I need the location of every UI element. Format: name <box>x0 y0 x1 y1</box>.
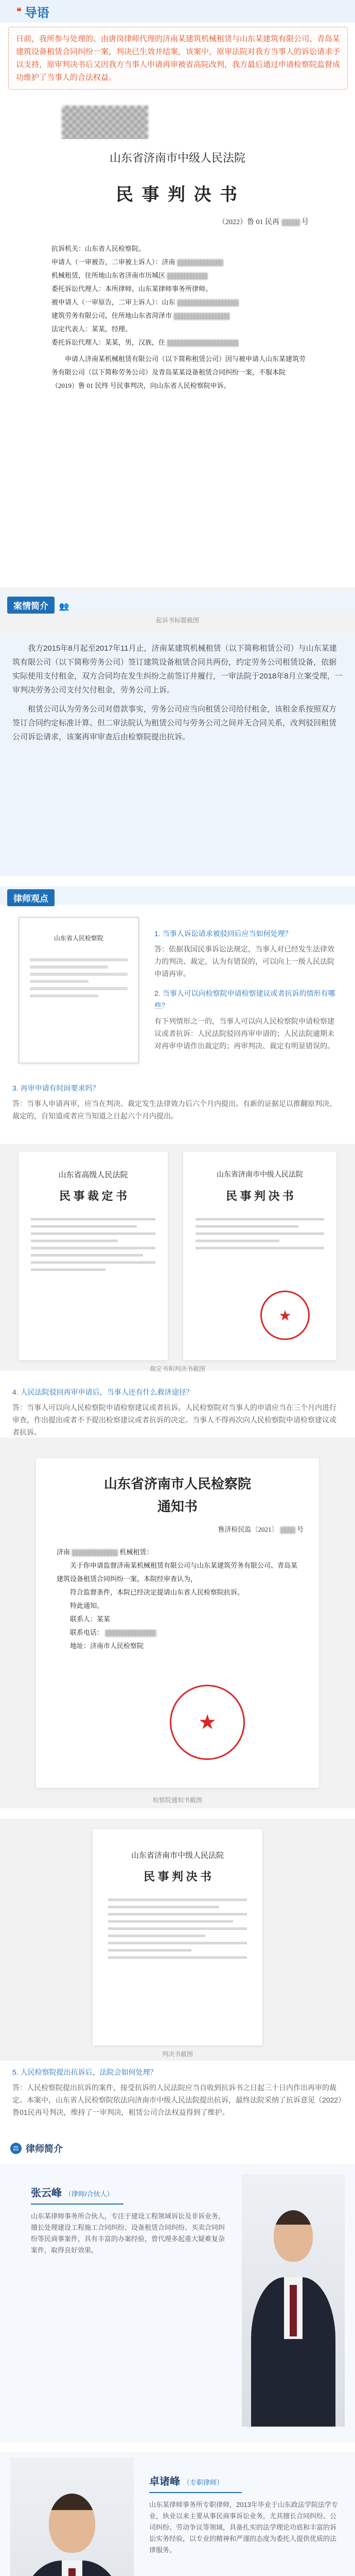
judgment-body <box>51 242 309 393</box>
q5-question: 5. 人民检察院提出抗诉后，法院会如何处理？ <box>12 2068 157 2076</box>
notice-line: 地址：济南市人民检察院 <box>70 1642 144 1650</box>
analysis-question: 1. 当事人诉讼请求被驳回后应当如何处理？ <box>154 929 292 938</box>
case-no-suffix: 号 <box>301 218 309 226</box>
ruling-doc-left <box>19 1151 168 1360</box>
analysis-doc-court: 山东省人民检察院 <box>54 935 103 942</box>
ruling-left-court: 山东省高级人民法院 <box>58 1171 128 1179</box>
q4-question: 4. 人民法院驳回再审申请后，当事人还有什么救济途径？ <box>12 1388 193 1396</box>
ruling-right-court: 山东省济南市中级人民法院 <box>217 1171 303 1179</box>
lawyer2-name-row <box>149 2473 340 2488</box>
quote-icon: ❝ <box>16 6 22 16</box>
judgment-line: 法定代表人：某某，经理。 <box>51 325 132 333</box>
analysis-tag: 律师观点 <box>7 889 55 906</box>
seal-star-icon: ★ <box>198 1711 217 1734</box>
case-paragraphs <box>12 641 343 744</box>
analysis-document <box>19 917 139 1063</box>
judgment-case-no <box>31 216 309 227</box>
lawyer2-bio: 山东某律师事务所专职律师，2013年毕业于山东政法学院法学专业，执业以来主要从事民商事诉讼业务，尤其擅长合同纠纷、公司纠纷、劳动争议等领域，具备扎实的法学理论功底和丰富的诉讼实务经验，以专业的精神和严谨的态度为委托人提供优质的法律服务。 <box>149 2501 338 2554</box>
judgment-line: 被申请人（一审原告，二审上诉人）：山东 <box>51 296 309 309</box>
notice-line: 联系电话： <box>57 1626 298 1639</box>
judgment-court: 山东省济南市中级人民法院 <box>109 151 245 164</box>
ruling-right-lines <box>196 1213 324 1254</box>
lawyers-title: 律师简介 <box>26 2144 63 2154</box>
redacted-text <box>177 299 239 307</box>
redacted-number <box>280 1527 295 1534</box>
analysis-q3 <box>12 1082 343 1122</box>
intro-header <box>0 0 355 23</box>
ruling-left-lines <box>31 1213 155 1276</box>
ruling-left-title: 民 事 裁 定 书 <box>59 1190 127 1202</box>
lawyer2-name: 卓诸峰 <box>149 2476 180 2487</box>
notice-doc-no <box>36 1524 304 1534</box>
intro-box <box>8 27 348 90</box>
intro-tag <box>9 1 57 23</box>
notice-org: 山东省济南市人民检察院 <box>103 1477 251 1492</box>
seal-star-icon: ★ <box>278 1307 292 1324</box>
redacted-text <box>72 1549 118 1556</box>
notice-line: 特此通知。 <box>70 1602 104 1609</box>
analysis-question: 3. 再审申请有时间要求吗？ <box>12 1084 100 1092</box>
redacted-text <box>173 313 230 320</box>
lawyers-header <box>0 2138 355 2159</box>
case-tag-wrap <box>7 597 69 614</box>
analysis-doc-lines <box>30 954 128 1002</box>
notice-line: 符合监督条件，本院已经决定提请山东省人民检察院抗诉。 <box>70 1588 244 1596</box>
notice-body <box>57 1546 298 1653</box>
judgment-line: 委托诉讼代理人：本所律师，山东某律师事务所律师。 <box>51 285 212 293</box>
judgment-caption: 起诉书标题截图 <box>155 617 199 624</box>
q4-answer: 答：当事人可以向人民检察院申请检察建议或者抗诉。人民检察院对当事人的申请应当在三个月内进行审查，作出提出或者不予提出检察建议或者抗诉的决定。当事人不得再次向人民检察院申请检察建议或者抗诉。 <box>12 1403 336 1436</box>
lawyer1-bio: 山东某律师事务所合伙人，专注于建设工程领域诉讼及非诉业务，擅长处理建设工程施工合同纠纷、设备租赁合同纠纷、买卖合同纠纷等民商事案件，具有丰富的办案经验，曾代理多起重大疑难复杂案件，取得良好效果。 <box>31 2212 225 2254</box>
lawyer2-text <box>149 2473 340 2556</box>
q5-answer: 答：人民检察院提出抗诉的案件，接受抗诉的人民法院应当自收到抗诉书之日起三十日内作出再审的裁定。本案中，山东省人民检察院依法向济南市中级人民法院提出抗诉，最终法院采纳了抗诉意见（2022）鲁01民再号判决，维持了一审判决，租赁公司合法权益得到了维护。 <box>12 2083 342 2116</box>
supreme-lines <box>108 1894 247 1963</box>
judgment-line: 申请人（一审被告，二审被上诉人）：济南 <box>51 256 309 269</box>
lawyer1-name: 张云峰 <box>31 2188 62 2199</box>
lawyer1-name-row <box>31 2184 226 2199</box>
redacted-number <box>281 219 300 226</box>
lawyer1-underline <box>31 2204 123 2205</box>
notice-document <box>36 1458 319 1788</box>
notice-caption: 检察院通知书截图 <box>152 1797 202 1804</box>
notice-line: 联系人：某某 <box>70 1615 111 1623</box>
lawyer1-role: （律师/合伙人） <box>65 2190 114 2198</box>
redacted-text <box>167 273 208 280</box>
notice-doc-no-suffix: 号 <box>296 1526 304 1533</box>
ruling-doc-right <box>183 1151 336 1360</box>
ruling-right-title: 民 事 判 决 书 <box>225 1190 294 1202</box>
supreme-title: 民 事 判 决 书 <box>143 1870 211 1883</box>
procuratorate-seal <box>170 1685 245 1760</box>
lawyer2-photo <box>10 2458 134 2576</box>
analysis-qa <box>154 927 340 1052</box>
people-icon: 👥 <box>59 602 69 611</box>
notice-doc-no-prefix: 鲁济检民监〔2021〕 <box>218 1526 278 1533</box>
notice-title: 通知书 <box>157 1499 198 1514</box>
analysis-tag-wrap <box>7 889 55 906</box>
judgment-title: 民 事 判 决 书 <box>116 185 239 205</box>
analysis-answer: 有下列情形之一的，当事人可以向人民检察院申请检察建议或者抗诉：人民法院驳回再审申请的；人民法院逾期未对再审申请作出裁定的；再审判决、裁定有明显错误的。 <box>154 1017 334 1050</box>
supreme-document <box>93 1829 262 2045</box>
lawyer2-role: （专职律师） <box>183 2479 224 2486</box>
court-seal <box>260 1291 310 1340</box>
analysis-answer: 答：当事人申请再审，应当在判决、裁定发生法律效力后六个月内提出。有新的证据足以推翻原判决、裁定的，自知道或者应当知道之日起六个月内提出。 <box>12 1099 336 1120</box>
supreme-caption: 判决书截图 <box>162 2050 193 2058</box>
q4-block <box>12 1386 343 1438</box>
judgment-line: 委托诉讼代理人：某某，男，汉族，住 <box>51 336 309 349</box>
q5-block <box>12 2066 343 2119</box>
case-no-prefix: （2022）鲁 01 民再 <box>218 218 279 226</box>
intro-title: 导语 <box>24 6 49 20</box>
judgment-line: 建筑劳务有限公司，住所地山东省菏泽市 <box>51 309 309 323</box>
notice-line: 关于你申请监督济南某机械租赁有限公司与山东某建筑劳务有限公司、青岛某建筑设备租赁合同纠纷一案，本院经审查认为， <box>57 1562 298 1583</box>
notice-line: 济南 机械租赁： <box>57 1548 153 1556</box>
case-paragraph: 我方2015年8月起至2017年11月止，济南某建筑机械租赁（以下简称租赁公司）与山东某建筑有限公司（以下简称劳务公司）签订建筑设备租赁合同共两份，约定劳务公司租赁设备，依据实际使用支付租金，双方合同均在发生纠纷之前签订并履行，一审法院于2018年8月立案受理，一审判决劳务公司支付欠付租金，劳务公司上诉。 <box>12 644 343 694</box>
case-paragraph: 租赁公司认为劳务公司对借款事实，劳务公司应当向租赁公司给付租金，该租金系按照双方签订合同约定标准计算。但二审法院认为租赁公司与劳务公司之间并无合同关系，改判驳回租赁公司诉讼请求，该案再审审查后由检察院提出抗诉。 <box>12 705 337 741</box>
judgment-document <box>31 139 324 582</box>
judgment-line: 抗诉机关：山东省人民检察院。 <box>51 245 146 252</box>
supreme-court: 山东省济南市中级人民法院 <box>131 1852 224 1860</box>
redacted-text <box>177 259 223 266</box>
lawyer2-underline <box>149 2492 242 2493</box>
analysis-question: 2. 当事人可以向检察院申请检察建议或者抗诉的情形有哪些？ <box>154 989 335 1010</box>
analysis-answer: 答：依据我国民事诉讼法规定，当事人对已经发生法律效力的判决、裁定，认为有错误的，可以向上一级人民法院申请再审。 <box>154 945 334 978</box>
judgment-paragraph: 申请人济南某机械租赁有限公司（以下简称租赁公司）因与被申请人山东某建筑劳务有限公司（以下简称劳务公司）及青岛某某设备租赁合同纠纷一案，不服本院（2019）鲁 01 民终 号民事判决，向山东省人民检察院申诉。 <box>51 355 306 389</box>
ruling-caption: 裁定书和判决书截图 <box>149 1365 205 1372</box>
case-tag: 案情简介 <box>7 597 55 614</box>
lawyer1-photo <box>242 2174 345 2427</box>
redacted-text <box>105 1630 156 1637</box>
intro-text: 日前，我所参与处理的、由唐岗律师代理的济南某建筑机械租赁与山东某建筑有限公司、青岛某建筑设备租赁合同纠纷一案，判决已生效并结案，该案中，原审法院对我方当事人的诉讼请求予以支持，原审判决书后又因我方当事人申请再审被省高院改判，我方最后通过申请检察院监督成功维护了当事人的合法权益。 <box>16 35 341 82</box>
lawyer-badge-icon: ⚖ <box>10 2143 22 2154</box>
lawyer1-text <box>31 2184 226 2256</box>
redacted-text <box>167 340 239 347</box>
judgment-line: 机械租赁，住所地山东省济南市历城区 <box>51 269 309 282</box>
